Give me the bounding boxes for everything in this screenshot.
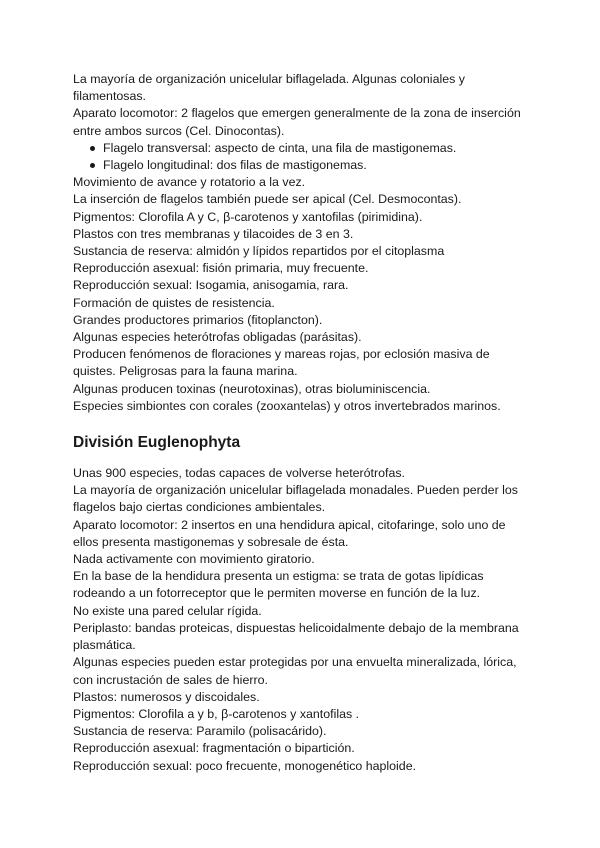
paragraph: Periplasto: bandas proteicas, dispuestas helicoidalmente debajo de la membrana plasmática. <box>73 620 519 653</box>
paragraph: Plastos: numerosos y discoidales. <box>73 689 260 704</box>
bullet-list <box>73 140 533 174</box>
paragraph: Algunas especies heterótrofas obligadas (parásitas). <box>73 330 362 345</box>
paragraph: Reproducción sexual: poco frecuente, monogenético haploide. <box>73 758 417 773</box>
paragraph: Nada activamente con movimiento giratorio. <box>73 552 315 567</box>
paragraph: Formación de quistes de resistencia. <box>73 295 275 310</box>
paragraph: Plastos con tres membranas y tilacoides de 3 en 3. <box>73 226 354 241</box>
paragraph: Aparato locomotor: 2 flagelos que emergen generalmente de la zona de inserción entre ambos surcos (Cel. Dinocontas). <box>73 106 521 138</box>
bullet-item: Flagelo longitudinal: dos filas de mastigonemas. <box>73 157 533 174</box>
paragraph: Algunas especies pueden estar protegidas por una envuelta mineralizada, lórica, con incrustación de sales de hierro. <box>73 655 517 687</box>
paragraph: Reproducción asexual: fragmentación o bipartición. <box>73 741 355 756</box>
paragraph: Unas 900 especies, todas capaces de volverse heterótrofas. <box>73 466 405 481</box>
section-dinophyta <box>73 71 533 415</box>
paragraph: Movimiento de avance y rotatorio a la vez. <box>73 175 306 190</box>
paragraph: En la base de la hendidura presenta un estigma: se trata de gotas lipídicas rodeando a un fotorreceptor que le permiten moverse en función de la luz. <box>73 569 484 601</box>
paragraph: Algunas producen toxinas (neurotoxinas), otras bioluminiscencia. <box>73 381 431 396</box>
paragraph: No existe una pared celular rígida. <box>73 603 262 618</box>
paragraph: Aparato locomotor: 2 insertos en una hendidura apical, citofaringe, solo uno de ellos presenta mastigonemas y sobresale de ésta. <box>73 517 506 549</box>
paragraph: Grandes productores primarios (fitoplancton). <box>73 312 323 327</box>
paragraph: Sustancia de reserva: almidón y lípidos repartidos por el citoplasma <box>73 244 445 259</box>
paragraph: La inserción de flagelos también puede ser apical (Cel. Desmocontas). <box>73 192 462 207</box>
paragraph: Pigmentos: Clorofila a y b, β-carotenos y xantofilas . <box>73 706 360 721</box>
section-euglenophyta <box>73 465 533 775</box>
bullet-item: Flagelo transversal: aspecto de cinta, una fila de mastigonemas. <box>73 140 533 157</box>
paragraph: La mayoría de organización unicelular biflagelada. Algunas coloniales y filamentosas. <box>73 72 465 104</box>
paragraph: Reproducción sexual: Isogamia, anisogamia, rara. <box>73 278 349 293</box>
paragraph: Sustancia de reserva: Paramilo (polisacárido). <box>73 724 327 739</box>
paragraph: Especies simbiontes con corales (zooxantelas) y otros invertebrados marinos. <box>73 398 501 413</box>
paragraph: La mayoría de organización unicelular biflagelada monadales. Pueden perder los flagelos bajo ciertas condiciones ambientales. <box>73 483 518 515</box>
section-heading: División Euglenophyta <box>73 434 241 452</box>
paragraph: Reproducción asexual: fisión primaria, muy frecuente. <box>73 261 369 276</box>
document-page <box>73 71 533 775</box>
paragraph: Producen fenómenos de floraciones y mareas rojas, por eclosión masiva de quistes. Peligrosas para la fauna marina. <box>73 347 490 379</box>
paragraph: Pigmentos: Clorofila A y C, β-carotenos y xantofilas (pirimidina). <box>73 209 423 224</box>
